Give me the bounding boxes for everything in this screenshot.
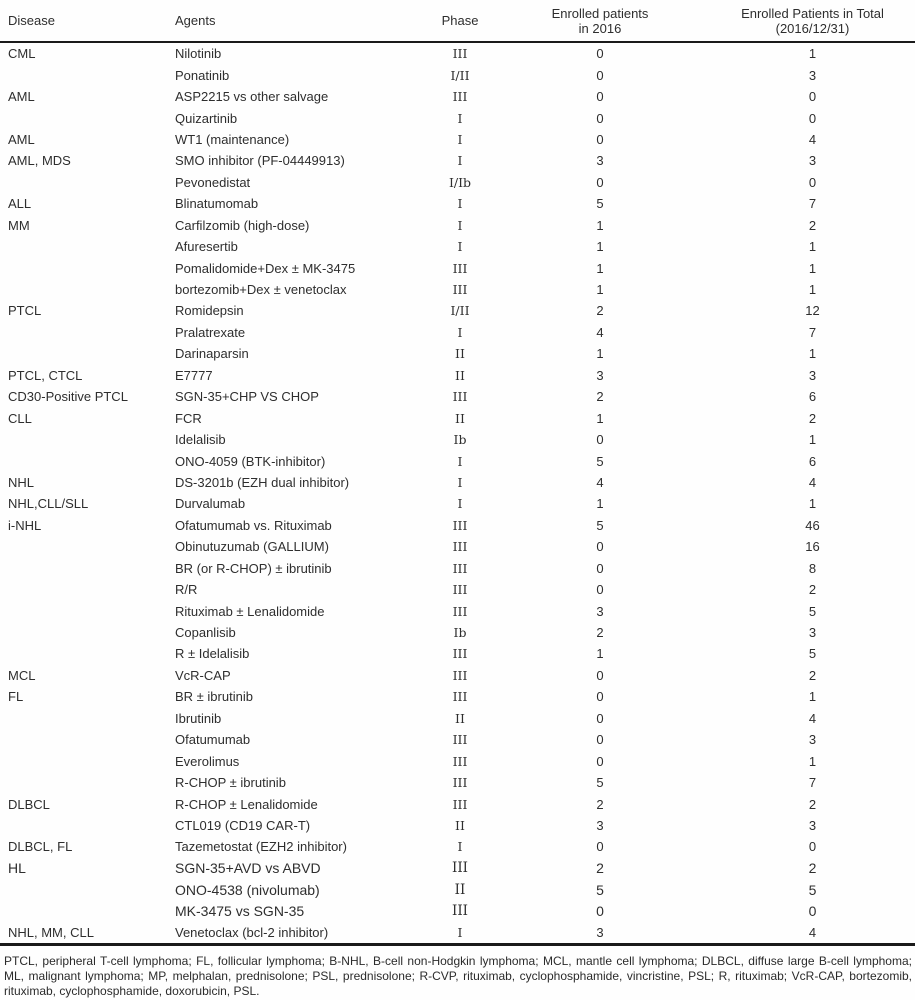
enrolled-2016-cell: 5 (596, 453, 604, 469)
enrolled-total-cell: 3 (808, 67, 817, 83)
enrolled-total-cell: 12 (805, 303, 820, 319)
agent-cell: Blinatumomab (175, 196, 259, 212)
table-row (0, 493, 915, 514)
agent-cell: Copanlisib (175, 625, 236, 641)
table-row (0, 901, 915, 922)
enrolled-2016-cell: 0 (596, 710, 604, 726)
table-footnote: PTCL, peripheral T-cell lymphoma; FL, follicular lymphoma; B-NHL, B-cell non-Hodgkin lymphoma; MCL, mantle cell lymphoma; DLBCL, diffuse large B-cell lymphoma; ML, malignant lymphoma; MP, melphalan, prednisolone; PSL, prednisolone; R-CVP, rituximab, cyclophosphamide, vincristine, PSL; R, rituximab; VcR-CAP, bortezomib, rituximab, cyclophosphamide, doxorubicin, PSL. (4, 954, 912, 998)
phase-cell: I (457, 131, 463, 147)
enrolled-2016-cell: 5 (596, 196, 604, 212)
enrolled-total-cell: 1 (808, 753, 817, 769)
enrolled-2016-cell: 3 (596, 153, 604, 169)
enrolled-total-cell: 46 (805, 517, 820, 533)
agent-cell: Pralatrexate (175, 324, 246, 340)
enrolled-2016-cell: 2 (596, 796, 604, 812)
phase-cell: I (457, 839, 463, 855)
enrolled-total-cell: 0 (808, 839, 817, 855)
phase-cell: I (457, 474, 463, 490)
disease-cell (0, 600, 167, 621)
agent-cell: R/R (175, 582, 198, 598)
table-row (0, 129, 915, 150)
table-row (0, 42, 915, 64)
disease-cell (0, 279, 167, 300)
table-row (0, 236, 915, 257)
agent-cell: Ponatinib (175, 67, 230, 83)
enrolled-2016-cell: 1 (596, 217, 604, 233)
enrolled-total-cell: 5 (808, 603, 817, 619)
column-header-enrolled-2016 (490, 0, 710, 42)
table-row (0, 407, 915, 428)
disease-cell: MCL (8, 667, 36, 683)
table-row (0, 450, 915, 471)
enrolled-2016-cell: 5 (596, 775, 604, 791)
table-row (0, 772, 915, 793)
agent-cell: ONO-4538 (nivolumab) (175, 881, 320, 898)
table-row (0, 300, 915, 321)
agent-cell: WT1 (maintenance) (175, 131, 290, 147)
enrolled-total-cell: 4 (808, 474, 817, 490)
table-row (0, 193, 915, 214)
disease-cell (0, 64, 167, 85)
disease-cell (0, 107, 167, 128)
table-row (0, 729, 915, 750)
table-row (0, 622, 915, 643)
enrolled-2016-cell: 3 (596, 603, 604, 619)
phase-cell: III (452, 753, 468, 769)
phase-cell: II (455, 367, 465, 383)
enrolled-2016-cell: 2 (596, 389, 604, 405)
enrolled-2016-cell: 0 (596, 839, 604, 855)
agent-cell: Romidepsin (175, 303, 244, 319)
enrolled-total-cell: 1 (808, 282, 817, 298)
disease-cell (0, 708, 167, 729)
phase-cell: III (452, 775, 468, 791)
disease-cell: AML (8, 89, 35, 105)
enrolled-2016-cell: 0 (596, 582, 604, 598)
disease-cell (0, 536, 167, 557)
table-row (0, 64, 915, 85)
phase-cell: III (452, 89, 468, 105)
phase-cell: II (455, 817, 465, 833)
disease-cell (0, 643, 167, 664)
disease-cell: DLBCL, FL (8, 839, 73, 855)
disease-cell: ALL (8, 196, 32, 212)
agent-cell: Venetoclax (bcl-2 inhibitor) (167, 922, 430, 945)
phase-cell: I (457, 196, 463, 212)
agent-cell: R-CHOP ± Lenalidomide (175, 796, 318, 812)
phase-cell: I (457, 110, 463, 126)
disease-cell: i-NHL (8, 517, 42, 533)
agent-cell: Carfilzomib (high-dose) (175, 217, 310, 233)
disease-cell (0, 815, 167, 836)
phase-cell: I/Ib (448, 174, 472, 190)
agent-cell: R-CHOP ± ibrutinib (175, 775, 286, 791)
table-row (0, 215, 915, 236)
table-row (0, 922, 915, 945)
disease-cell: FL (8, 689, 24, 705)
enrolled-total-cell: 8 (808, 560, 817, 576)
enrolled-total-cell: 1 (808, 239, 817, 255)
enrolled-total-cell: 2 (808, 796, 817, 812)
agent-cell: Ofatumumab vs. Rituximab (175, 517, 332, 533)
disease-cell: CD30-Positive PTCL (8, 389, 128, 405)
disease-cell: MM (8, 217, 30, 233)
enrolled-total-cell: 6 (808, 389, 817, 405)
table-row (0, 686, 915, 707)
enrolled-2016-cell: 0 (596, 46, 604, 62)
disease-cell (0, 622, 167, 643)
enrolled-total-cell: 0 (808, 174, 817, 190)
enrolled-total-cell: 3 (808, 625, 817, 641)
enrolled-total-cell: 5 (808, 881, 817, 898)
phase-cell: III (452, 560, 468, 576)
column-header-enrolled-2016-line1: Enrolled patients (551, 5, 649, 21)
enrolled-total-cell: 2 (808, 582, 817, 598)
table-row (0, 793, 915, 814)
disease-cell: AML (8, 131, 35, 147)
enrolled-2016-cell: 4 (596, 474, 604, 490)
phase-cell: III (452, 282, 468, 298)
agent-cell: Ofatumumab (175, 732, 251, 748)
disease-cell (0, 750, 167, 771)
enrolled-total-cell: 16 (805, 539, 820, 555)
phase-cell: I (457, 217, 463, 233)
agent-cell: Obinutuzumab (GALLIUM) (175, 539, 329, 555)
enrolled-2016-cell: 0 (596, 89, 604, 105)
column-header-enrolled-total (710, 0, 915, 42)
disease-cell (0, 322, 167, 343)
agent-cell: Rituximab ± Lenalidomide (175, 603, 325, 619)
phase-cell: I (457, 153, 463, 169)
column-header-enrolled-2016-line2: in 2016 (578, 20, 622, 36)
table-body (0, 42, 915, 945)
enrolled-total-cell: 4 (808, 710, 817, 726)
enrolled-total-cell: 1 (808, 260, 817, 276)
phase-cell: III (452, 539, 468, 555)
phase-cell: I (457, 239, 463, 255)
table-row (0, 365, 915, 386)
table-row (0, 343, 915, 364)
enrolled-2016-cell: 0 (596, 131, 604, 147)
enrolled-total-cell: 2 (808, 217, 817, 233)
enrolled-total-cell: 1 (808, 689, 817, 705)
table-row (0, 107, 915, 128)
enrolled-total-cell: 0 (808, 89, 817, 105)
enrolled-2016-cell: 0 (596, 432, 604, 448)
column-header-enrolled-total-line2: (2016/12/31) (775, 20, 850, 36)
table-row (0, 257, 915, 278)
disease-cell: AML, MDS (8, 153, 71, 169)
enrolled-total-cell: 5 (808, 646, 817, 662)
table-row (0, 558, 915, 579)
phase-cell: III (452, 46, 468, 62)
phase-cell: III (452, 582, 468, 598)
phase-cell: III (452, 646, 468, 662)
enrolled-2016-cell: 2 (596, 625, 604, 641)
column-header-enrolled-total-line1: Enrolled Patients in Total (741, 5, 884, 21)
enrolled-total-cell: 3 (808, 817, 817, 833)
disease-cell (0, 450, 167, 471)
column-header-agents: Agents (167, 0, 430, 42)
phase-cell: II (455, 410, 465, 426)
enrolled-2016-cell: 0 (596, 539, 604, 555)
disease-cell: NHL (8, 474, 35, 490)
enrolled-2016-cell: 2 (596, 860, 604, 877)
enrolled-2016-cell: 4 (596, 324, 604, 340)
disease-cell: HL (8, 860, 26, 877)
enrolled-total-cell: 2 (808, 410, 817, 426)
phase-cell: I (457, 453, 463, 469)
phase-cell: III (452, 389, 468, 405)
table-row (0, 750, 915, 771)
disease-cell: NHL, MM, CLL (0, 922, 167, 945)
enrolled-total-cell: 3 (808, 732, 817, 748)
disease-cell (0, 257, 167, 278)
agent-cell: Afuresertib (175, 239, 238, 255)
enrolled-total-cell: 2 (808, 667, 817, 683)
enrolled-2016-cell: 5 (596, 517, 604, 533)
enrolled-2016-cell: 1 (596, 239, 604, 255)
enrolled-total-cell: 6 (808, 453, 817, 469)
agent-cell: FCR (175, 410, 202, 426)
enrolled-2016-cell: 1 (596, 646, 604, 662)
enrolled-total-cell: 4 (710, 922, 915, 945)
disease-cell (0, 558, 167, 579)
enrolled-2016-cell: 3 (596, 817, 604, 833)
agent-cell: Ibrutinib (175, 710, 222, 726)
table-row (0, 579, 915, 600)
enrolled-total-cell: 7 (808, 775, 817, 791)
enrolled-total-cell: 7 (808, 196, 817, 212)
phase-cell: III (452, 689, 468, 705)
agent-cell: E7777 (175, 367, 213, 383)
enrolled-2016-cell: 0 (596, 174, 604, 190)
phase-cell: III (452, 796, 468, 812)
phase-cell: I (430, 922, 490, 945)
table-row (0, 150, 915, 171)
enrolled-total-cell: 1 (808, 432, 817, 448)
phase-cell: I/II (450, 67, 470, 83)
disease-cell (0, 729, 167, 750)
agent-cell: SMO inhibitor (PF-04449913) (175, 153, 345, 169)
table-row (0, 815, 915, 836)
phase-cell: III (452, 667, 468, 683)
phase-cell: II (455, 346, 465, 362)
enrolled-2016-cell: 2 (596, 303, 604, 319)
phase-cell: III (452, 860, 468, 877)
phase-cell: I/II (450, 303, 470, 319)
table-row (0, 515, 915, 536)
agent-cell: BR ± ibrutinib (175, 689, 253, 705)
column-header-disease: Disease (0, 0, 167, 42)
disease-cell (0, 879, 167, 900)
enrolled-2016-cell: 1 (596, 260, 604, 276)
agent-cell: Pomalidomide+Dex ± MK-3475 (175, 260, 356, 276)
phase-cell: III (452, 732, 468, 748)
enrolled-2016-cell: 0 (596, 110, 604, 126)
agent-cell: Nilotinib (175, 46, 222, 62)
enrolled-2016-cell: 3 (596, 367, 604, 383)
enrolled-total-cell: 1 (808, 46, 817, 62)
table-row (0, 86, 915, 107)
enrolled-total-cell: 0 (808, 110, 817, 126)
disease-cell (0, 429, 167, 450)
disease-cell: DLBCL (8, 796, 50, 812)
disease-cell (0, 772, 167, 793)
enrolled-total-cell: 1 (808, 346, 817, 362)
enrolled-2016-cell: 0 (596, 753, 604, 769)
enrolled-total-cell: 4 (808, 131, 817, 147)
disease-cell: NHL,CLL/SLL (8, 496, 89, 512)
enrolled-total-cell: 0 (808, 903, 817, 920)
agent-cell: Idelalisib (175, 432, 226, 448)
agent-cell: MK-3475 vs SGN-35 (175, 903, 305, 920)
enrolled-2016-cell: 1 (596, 282, 604, 298)
agent-cell: Pevonedistat (175, 174, 251, 190)
phase-cell: III (452, 903, 468, 920)
agent-cell: Tazemetostat (EZH2 inhibitor) (175, 839, 347, 855)
agent-cell: ASP2215 vs other salvage (175, 89, 329, 105)
agent-cell: R ± Idelalisib (175, 646, 250, 662)
agent-cell: Everolimus (175, 753, 240, 769)
enrolled-2016-cell: 0 (596, 560, 604, 576)
table-row (0, 429, 915, 450)
table-row (0, 472, 915, 493)
table-row (0, 643, 915, 664)
phase-cell: III (452, 603, 468, 619)
disease-cell (0, 579, 167, 600)
column-header-phase: Phase (430, 0, 490, 42)
agent-cell: Durvalumab (175, 496, 246, 512)
disease-cell: CML (8, 46, 36, 62)
enrolled-2016-cell: 0 (596, 667, 604, 683)
enrolled-total-cell: 2 (808, 860, 817, 877)
table-row (0, 279, 915, 300)
table-row (0, 600, 915, 621)
agent-cell: ONO-4059 (BTK-inhibitor) (175, 453, 326, 469)
table-row (0, 665, 915, 686)
enrolled-2016-cell: 3 (490, 922, 710, 945)
disease-cell (0, 172, 167, 193)
enrolled-2016-cell: 0 (596, 689, 604, 705)
phase-cell: I (457, 324, 463, 340)
enrolled-2016-cell: 5 (596, 881, 604, 898)
enrolled-total-cell: 3 (808, 153, 817, 169)
agent-cell: CTL019 (CD19 CAR-T) (175, 817, 311, 833)
table-row (0, 322, 915, 343)
disease-cell: PTCL (8, 303, 42, 319)
agent-cell: bortezomib+Dex ± venetoclax (175, 282, 347, 298)
agent-cell: SGN-35+AVD vs ABVD (175, 860, 321, 877)
enrolled-2016-cell: 0 (596, 903, 604, 920)
table-row (0, 858, 915, 879)
agent-cell: VcR-CAP (175, 667, 231, 683)
disease-cell: PTCL, CTCL (8, 367, 83, 383)
phase-cell: Ib (453, 625, 467, 641)
table-row (0, 708, 915, 729)
agent-cell: SGN-35+CHP VS CHOP (175, 389, 319, 405)
table-row (0, 879, 915, 900)
enrolled-total-cell: 3 (808, 367, 817, 383)
agent-cell: DS-3201b (EZH dual inhibitor) (175, 474, 350, 490)
enrolled-2016-cell: 1 (596, 496, 604, 512)
phase-cell: II (455, 710, 465, 726)
disease-cell (0, 901, 167, 922)
enrolled-2016-cell: 1 (596, 410, 604, 426)
phase-cell: III (452, 517, 468, 533)
disease-cell: CLL (8, 410, 32, 426)
table-row (0, 836, 915, 857)
phase-cell: II (454, 881, 466, 898)
enrolled-2016-cell: 1 (596, 346, 604, 362)
table-row (0, 172, 915, 193)
enrolled-2016-cell: 0 (596, 732, 604, 748)
enrolled-total-cell: 7 (808, 324, 817, 340)
agent-cell: Quizartinib (175, 110, 238, 126)
table-header (0, 0, 915, 42)
agent-cell: Darinaparsin (175, 346, 249, 362)
enrolled-2016-cell: 0 (596, 67, 604, 83)
phase-cell: III (452, 260, 468, 276)
table-row (0, 536, 915, 557)
disease-cell (0, 236, 167, 257)
disease-cell (0, 343, 167, 364)
enrolled-total-cell: 1 (808, 496, 817, 512)
phase-cell: I (457, 496, 463, 512)
phase-cell: Ib (453, 432, 467, 448)
table-row (0, 386, 915, 407)
header-row (0, 0, 915, 42)
agent-cell: BR (or R-CHOP) ± ibrutinib (175, 560, 332, 576)
